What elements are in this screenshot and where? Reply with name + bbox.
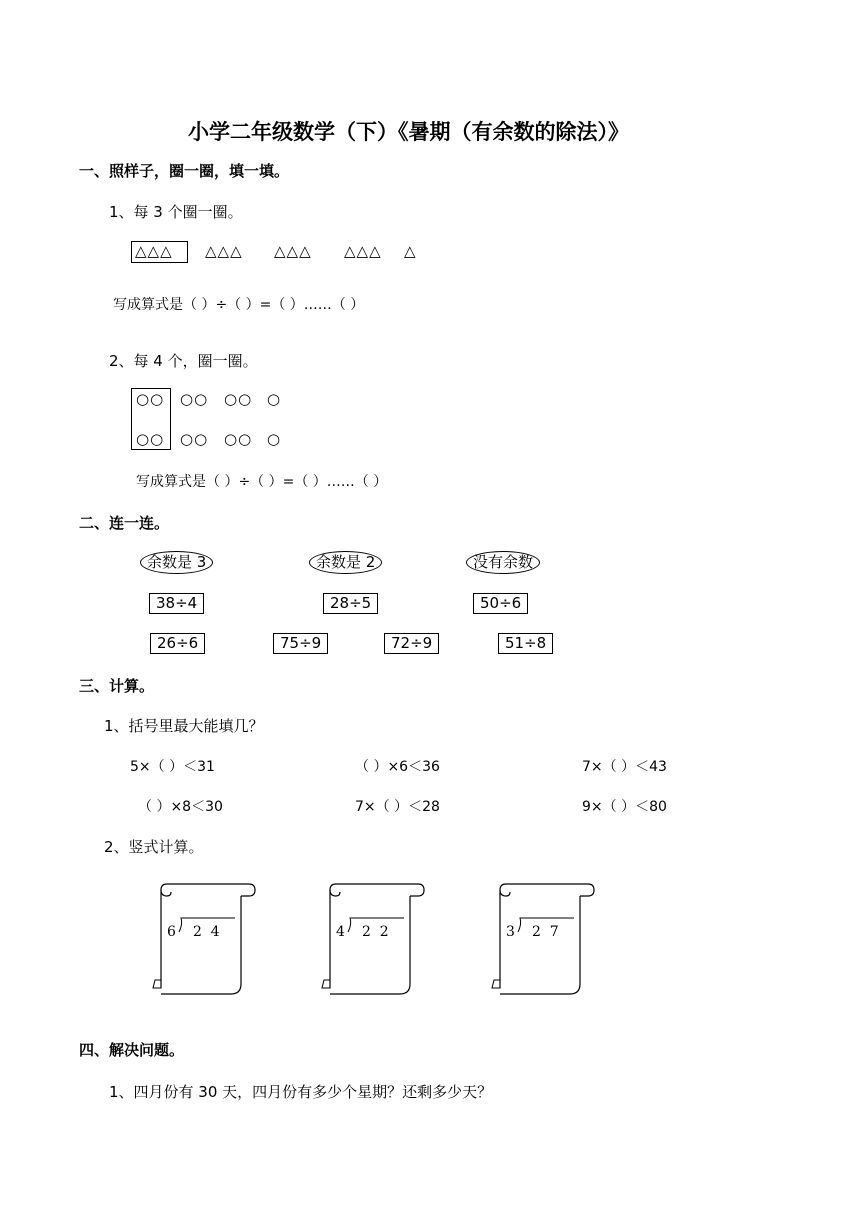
- section-heading-4: 四、解决问题。: [79, 1041, 185, 1059]
- question-1-1-label: 1、每 3 个圈一圈。: [109, 203, 243, 221]
- section-heading-1: 一、照样子，圈一圈，填一填。: [79, 162, 290, 180]
- triangle-group-5: △: [404, 242, 417, 260]
- triangle-group-3: △△△: [274, 242, 312, 260]
- oval-no-remainder[interactable]: 没有余数: [466, 551, 540, 574]
- divisor-3: 3: [506, 924, 515, 940]
- question-4-1: 1、四月份有 30 天，四月份有多少个星期？还剩多少天？: [109, 1083, 493, 1101]
- expr-75-9[interactable]: 75÷9: [273, 633, 328, 654]
- section-heading-3: 三、计算。: [79, 677, 155, 695]
- section-heading-2: 二、连一连。: [79, 514, 170, 532]
- dividend-1: 2 4: [193, 924, 220, 940]
- circle-row1-g2: ○○: [180, 390, 209, 408]
- circle-row2-g3: ○○: [224, 430, 253, 448]
- fill-blank-3: 7×（ ）＜43: [582, 759, 667, 775]
- question-3-2-label: 2、竖式计算。: [104, 838, 204, 856]
- expr-72-9[interactable]: 72÷9: [384, 633, 439, 654]
- circle-row2-g1: ○○: [136, 430, 165, 448]
- question-3-1-label: 1、括号里最大能填几？: [104, 717, 264, 735]
- circle-row2-g2: ○○: [180, 430, 209, 448]
- fill-blank-2: （ ）×6＜36: [355, 759, 440, 775]
- oval-remainder-2[interactable]: 余数是 2: [309, 551, 382, 574]
- page-title: 小学二年级数学（下）《暑期（有余数的除法）》: [188, 120, 629, 144]
- fill-blank-5: 7×（ ）＜28: [355, 799, 440, 815]
- circle-row2-g4: ○: [267, 430, 282, 448]
- expr-28-5[interactable]: 28÷5: [323, 593, 378, 614]
- expr-50-6[interactable]: 50÷6: [473, 593, 528, 614]
- question-1-2-label: 2、每 4 个，圈一圈。: [109, 352, 258, 370]
- scroll-frame-icon: [316, 880, 426, 1000]
- formula-2: 写成算式是（ ）÷（ ）=（ ）……（ ）: [136, 474, 388, 490]
- circle-row1-g3: ○○: [224, 390, 253, 408]
- circle-row1-g1: ○○: [136, 390, 165, 408]
- expr-51-8[interactable]: 51÷8: [498, 633, 553, 654]
- long-division-scroll-2: [316, 880, 426, 1000]
- expr-26-6[interactable]: 26÷6: [150, 633, 205, 654]
- divisor-1: 6: [167, 924, 176, 940]
- long-division-scroll-1: [147, 880, 257, 1000]
- fill-blank-4: （ ）×8＜30: [138, 799, 223, 815]
- fill-blank-6: 9×（ ）＜80: [582, 799, 667, 815]
- formula-1: 写成算式是（ ）÷（ ）=（ ）……（ ）: [113, 297, 365, 313]
- dividend-2: 2 2: [362, 924, 389, 940]
- expr-38-4[interactable]: 38÷4: [149, 593, 204, 614]
- oval-remainder-3[interactable]: 余数是 3: [140, 551, 213, 574]
- long-division-scroll-3: [486, 880, 596, 1000]
- triangle-group-2: △△△: [205, 242, 243, 260]
- fill-blank-1: 5×（ ）＜31: [130, 759, 215, 775]
- triangle-group-4: △△△: [344, 242, 382, 260]
- triangle-group-1: △△△: [135, 242, 173, 260]
- scroll-frame-icon: [486, 880, 596, 1000]
- scroll-frame-icon: [147, 880, 257, 1000]
- divisor-2: 4: [336, 924, 345, 940]
- circle-row1-g4: ○: [267, 390, 282, 408]
- dividend-3: 2 7: [532, 924, 559, 940]
